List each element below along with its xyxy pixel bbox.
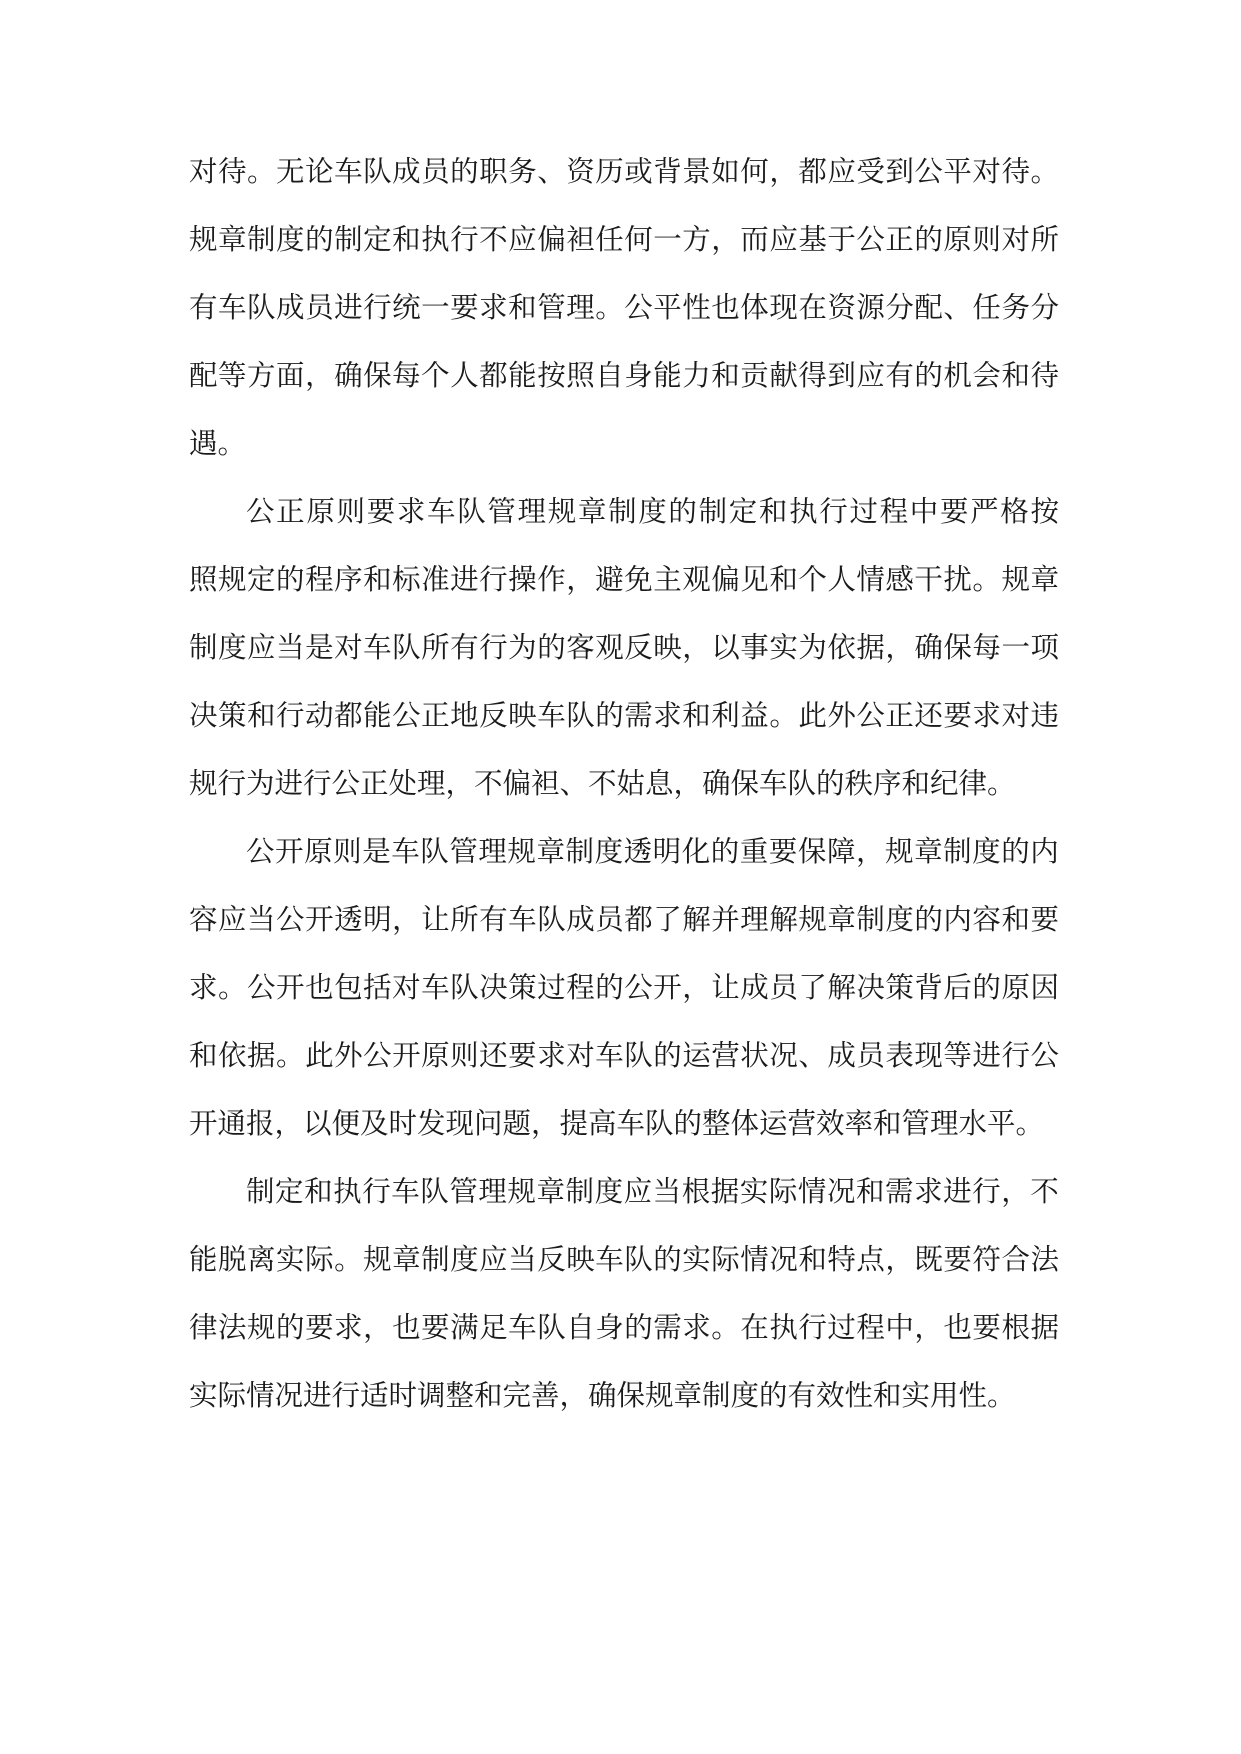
- text-line: 规行为进行公正处理，不偏袒、不姑息，确保车队的秩序和纪律。: [189, 767, 1016, 800]
- text-line: 配 等 方 面 ， 确 保 每 个 人 都 能 按 照 自 身 能 力 和 贡 献 得 到 应 有 的 机 会 和 待: [189, 359, 1059, 392]
- body-text: [189, 138, 1059, 1430]
- text-line: 开通报，以便及时发现问题，提高车队的整体运营效率和管理水平。: [189, 1107, 1045, 1140]
- text-line: 制 度 应 当 是 对 车 队 所 有 行 为 的 客 观 反 映 ， 以 事 实 为 依 据 ， 确 保 每 一 项: [189, 631, 1059, 664]
- text-line: 照 规 定 的 程 序 和 标 准 进 行 操 作 ， 避 免 主 观 偏 见 和 个 人 情 感 干 扰 。 规 章: [189, 563, 1059, 596]
- text-line: 遇。: [189, 427, 247, 460]
- text-line: 有 车 队 成 员 进 行 统 一 要 求 和 管 理 。 公 平 性 也 体 现 在 资 源 分 配 、 任 务 分: [189, 291, 1059, 324]
- text-line: 对 待 。 无 论 车 队 成 员 的 职 务 、 资 历 或 背 景 如 何 ， 都 应 受 到 公 平 对 待 。: [189, 155, 1059, 188]
- text-line: 能 脱 离 实 际 。 规 章 制 度 应 当 反 映 车 队 的 实 际 情 况 和 特 点 ， 既 要 符 合 法: [189, 1243, 1059, 1276]
- text-line: 求 。 公 开 也 包 括 对 车 队 决 策 过 程 的 公 开 ， 让 成 员 了 解 决 策 背 后 的 原 因: [189, 971, 1059, 1004]
- paragraph-first-line: 制 定 和 执 行 车 队 管 理 规 章 制 度 应 当 根 据 实 际 情 况 和 需 求 进 行 ， 不: [246, 1175, 1059, 1208]
- paragraph-first-line: 公 开 原 则 是 车 队 管 理 规 章 制 度 透 明 化 的 重 要 保 障 ， 规 章 制 度 的 内: [246, 835, 1059, 868]
- text-line: 实际情况进行适时调整和完善，确保规章制度的有效性和实用性。: [189, 1379, 1016, 1412]
- text-line: 和 依 据 。 此 外 公 开 原 则 还 要 求 对 车 队 的 运 营 状 况 、 成 员 表 现 等 进 行 公: [189, 1039, 1059, 1072]
- text-line: 决 策 和 行 动 都 能 公 正 地 反 映 车 队 的 需 求 和 利 益 。 此 外 公 正 还 要 求 对 违: [189, 699, 1059, 732]
- paragraph-first-line: 公 正 原 则 要 求 车 队 管 理 规 章 制 度 的 制 定 和 执 行 过 程 中 要 严 格 按: [246, 495, 1059, 528]
- text-line: 规 章 制 度 的 制 定 和 执 行 不 应 偏 袒 任 何 一 方 ， 而 应 基 于 公 正 的 原 则 对 所: [189, 223, 1059, 256]
- text-line: 律 法 规 的 要 求 ， 也 要 满 足 车 队 自 身 的 需 求 。 在 执 行 过 程 中 ， 也 要 根 据: [189, 1311, 1059, 1344]
- text-line: 容 应 当 公 开 透 明 ， 让 所 有 车 队 成 员 都 了 解 并 理 解 规 章 制 度 的 内 容 和 要: [189, 903, 1059, 936]
